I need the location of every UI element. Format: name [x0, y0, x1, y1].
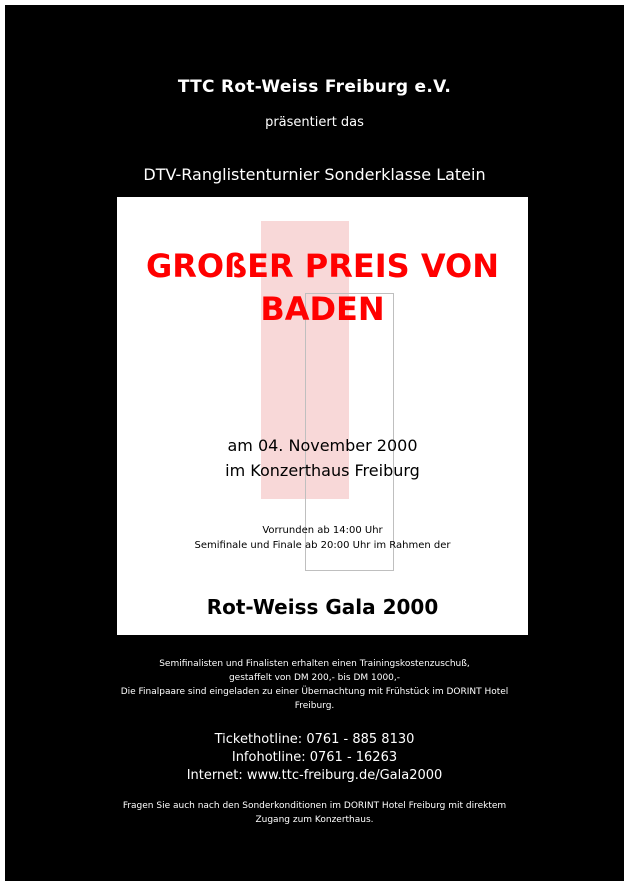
gala-title: Rot-Weiss Gala 2000 [206, 595, 439, 619]
date-venue [117, 433, 528, 483]
event-headline [117, 245, 528, 331]
hotel-note-line-1: Fragen Sie auch nach den Sonderkonditionen im DORINT Hotel Freiburg mit direktem [122, 801, 507, 811]
info-hotline: Infohotline: 0761 - 16263 [231, 750, 398, 765]
preliminaries-time: Vorrunden ab 14:00 Uhr [262, 525, 383, 536]
presents-text: präsentiert das [265, 115, 364, 130]
headline-line-1: GROßER PREIS VON [146, 247, 499, 285]
finals-time: Semifinale und Finale ab 20:00 Uhr im Rahmen der [194, 540, 451, 551]
info-line-3: Die Finalpaare sind eingeladen zu einer Übernachtung mit Frühstück im DORINT Hotel [120, 687, 509, 697]
ticket-hotline: Tickethotline: 0761 - 885 8130 [214, 732, 415, 747]
info-line-1: Semifinalisten und Finalisten erhalten einen Trainingskostenzuschuß, [159, 659, 470, 669]
organizer-title: TTC Rot-Weiss Freiburg e.V. [177, 77, 452, 97]
hotel-note-line-2: Zugang zum Konzerthaus. [255, 815, 374, 825]
info-line-4: Freiburg. [294, 701, 335, 711]
event-date: am 04. November 2000 [227, 436, 418, 455]
event-venue: im Konzerthaus Freiburg [225, 461, 420, 480]
event-panel [117, 197, 528, 635]
contact-info [5, 731, 624, 785]
info-line-2: gestaffelt von DM 200,- bis DM 1000,- [228, 673, 401, 683]
headline-line-2: BADEN [260, 290, 385, 328]
hotel-note [65, 799, 564, 827]
prize-info [45, 657, 584, 713]
internet-link[interactable]: Internet: www.ttc-freiburg.de/Gala2000 [186, 768, 443, 783]
poster [5, 5, 624, 881]
schedule [117, 523, 528, 553]
tournament-title: DTV-Ranglistenturnier Sonderklasse Latein [143, 165, 486, 184]
